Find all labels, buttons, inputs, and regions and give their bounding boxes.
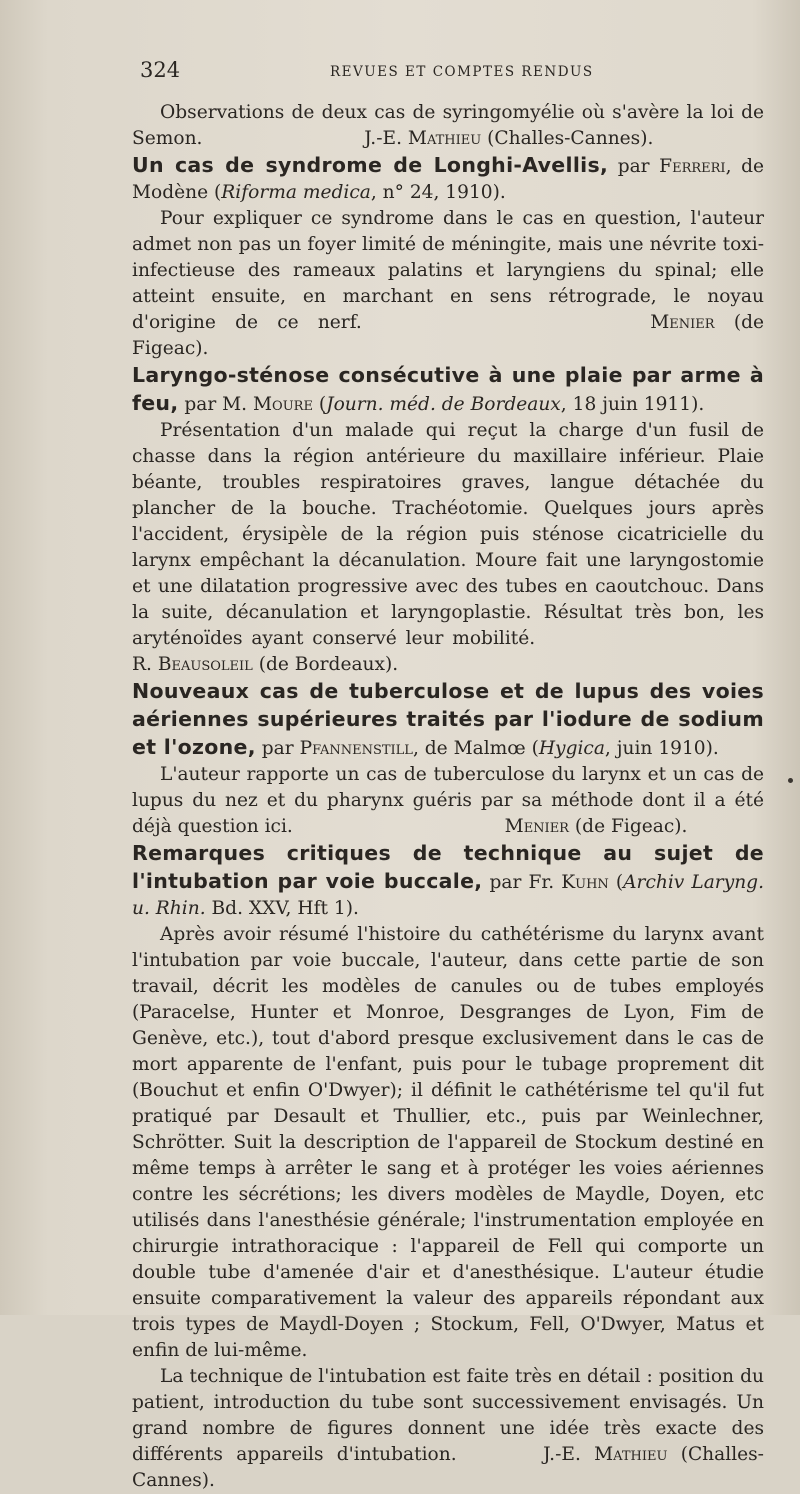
margin-mark: [788, 778, 793, 783]
signature: J.-E. Mathieu (Challes-Cannes).: [132, 1444, 764, 1491]
author: Moure: [253, 394, 313, 415]
signature: Menier (de Figeac).: [132, 312, 764, 359]
page-number: 324: [140, 58, 181, 82]
signature: R. Beausoleil (de Bordeaux).: [132, 654, 399, 675]
entry-title: Nouveaux cas de tuberculose et de lupus des voies aériennes supérieures traités par l'iodure de sodium et l'ozone,: [132, 679, 764, 759]
entry-laryngo-stenose: Laryngo-sténose consécutive à une plaie par arme à feu, par M. Moure (Journ. méd. de Bordeaux, 18 juin 1911).: [132, 363, 764, 415]
journal: Hygica: [538, 738, 605, 759]
entry-summary: Pour expliquer ce syndrome dans le cas en question, l'auteur admet non pas un foyer limité de méningite, mais une névrite toxi-infectieuse des rameaux palatins et laryngiens du spinal; elle atteint ensuite, en marchant en sens rétrograde, le noyau d'origine de ce nerf. Menier (de Figeac).: [132, 208, 764, 359]
running-title: REVUES ET COMPTES RENDUS: [330, 64, 594, 80]
entry-text: Observations de deux cas de syringomyélie où s'avère la loi de Semon.: [132, 102, 764, 149]
entry-intubation: Remarques critiques de technique au sujet de l'intubation par voie buccale, par Fr. Kuhn (Archiv Laryng. u. Rhin. Bd. XXV, Hft 1).: [132, 841, 764, 919]
author: Pfannenstill: [299, 738, 413, 759]
entry-title: Remarques critiques de technique au sujet de l'intubation par voie buccale,: [132, 841, 764, 893]
author: Ferreri: [659, 156, 726, 177]
entry-summary: Après avoir résumé l'histoire du cathétérisme du larynx avant l'intubation par voie buccale, l'auteur, dans cette partie de son travail, décrit les modèles de canules ou de tubes employés (Paracelse, Hunter et Monroe, Desgranges de Lyon, Fim de Genève, etc.), tout d'abord presque exclusivement dans le cas de mort apparente de l'enfant, puis pour le tubage proprement dit (Bouchut et enfin O'Dwyer); il définit le cathétérisme tel qu'il fut pratiqué par Desault et Thullier, etc., puis par Weinlechner, Schrötter. Suit la description de l'appareil de Stockum destiné en même temps à arrêter le sang et à protéger les voies aériennes contre les sécrétions; les divers modèles de Maydle, Doyen, etc utilisés dans l'anesthésie générale; l'instrumentation employée en chirurgie intrathoracique : l'appareil de Fell qui comporte un double tube d'amenée d'air et d'anesthésique. L'auteur étudie ensuite comparativement la valeur des appareils répondant aux trois types de Maydl-Doyen ; Stockum, Fell, O'Dwyer, Matus et enfin de lui-même.: [132, 924, 764, 1361]
entry-summary: Présentation d'un malade qui reçut la charge d'un fusil de chasse dans la région antérieure du maxillaire inférieur. Plaie béante, troubles respiratoires graves, langue détachée du plancher de la bouche. Trachéotomie. Quelques jours après l'accident, érysipèle de la région puis sténose cicatricielle du larynx empêchant la décanulation. Moure fait une laryngostomie et une dilatation progressive avec des tubes en caoutchouc. Dans la suite, décanulation et laryngoplastie. Résultat très bon, les aryténoïdes ayant conservé leur mobilité. R. Beausoleil (de Bordeaux).: [132, 420, 764, 675]
entry-longhi-avellis: Un cas de syndrome de Longhi-Avellis, par Ferreri, de Modène (Riforma medica, n° 24, 1910).: [132, 153, 764, 203]
journal: Archiv Laryng. u. Rhin.: [132, 872, 764, 919]
journal: Riforma medica: [221, 182, 371, 203]
entry-syringomyelie: [132, 100, 764, 152]
signature: Menier (de Figeac).: [504, 816, 688, 837]
entry-title: Un cas de syndrome de Longhi-Avellis,: [132, 153, 609, 177]
entry-summary-continued: La technique de l'intubation est faite très en détail : position du patient, introduction du tube sont successivement envisagés. Un grand nombre de figures donnent une idée très exacte des différents appareils d'intubation. J.-E. Mathieu (Challes-Cannes).: [132, 1366, 764, 1491]
page-body: [132, 100, 764, 1494]
page-header: [140, 58, 760, 88]
entry-summary: L'auteur rapporte un cas de tuberculose du larynx et un cas de lupus du nez et du pharynx guéris par sa méthode dont il a été déjà question ici. Menier (de Figeac).: [132, 764, 764, 837]
entry-tuberculose-lupus: Nouveaux cas de tuberculose et de lupus des voies aériennes supérieures traités par l'iodure de sodium et l'ozone, par Pfannenstill, de Malmœ (Hygica, juin 1910).: [132, 679, 764, 759]
journal: Journ. méd. de Bordeaux: [326, 394, 561, 415]
entry-title: Laryngo-sténose consécutive à une plaie par arme à feu,: [132, 363, 764, 415]
signature: J.-E. Mathieu (Challes-Cannes).: [364, 128, 654, 149]
author: Kuhn: [561, 872, 609, 893]
